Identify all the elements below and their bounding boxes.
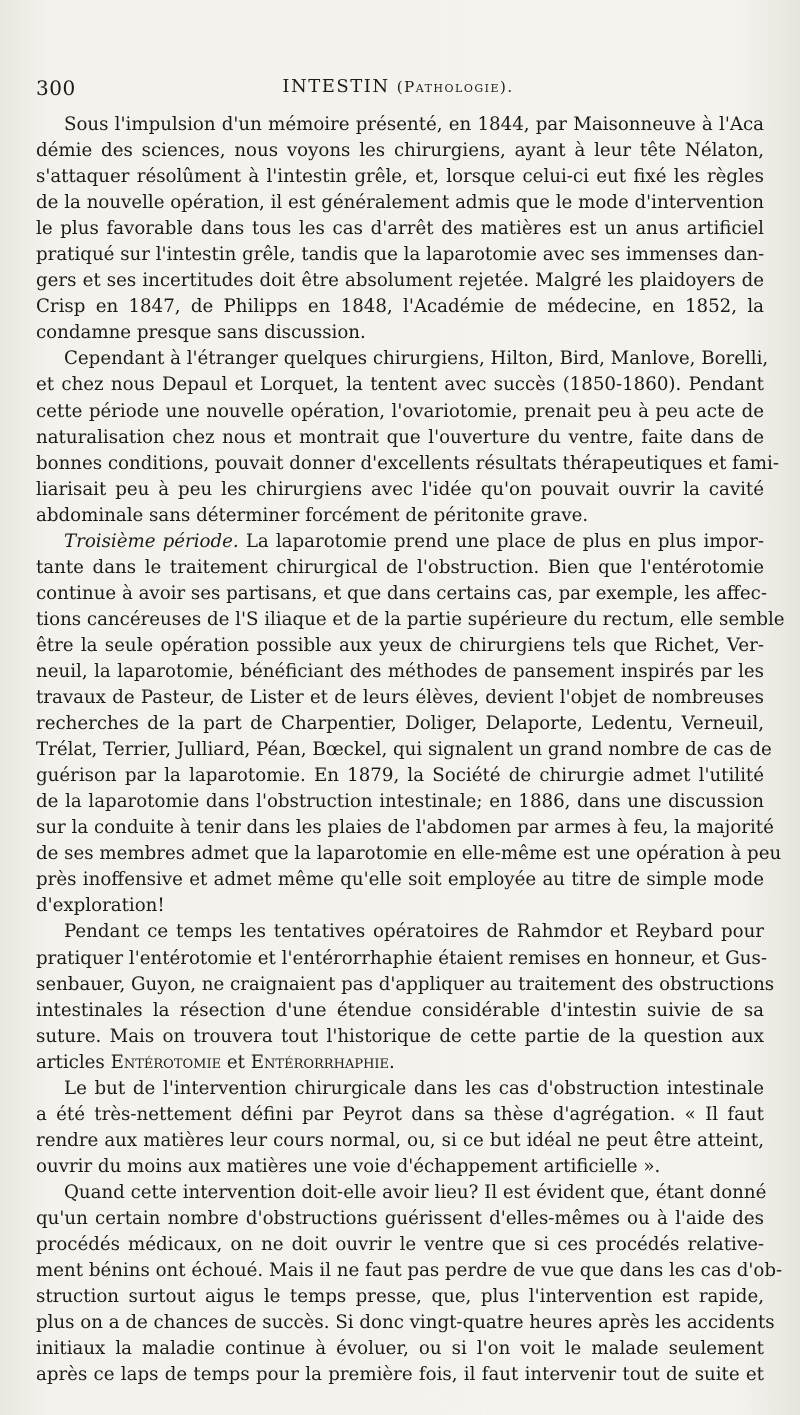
paragraph-2 <box>36 346 779 528</box>
text-line: intestinales la résection d'une étendue considérable d'intestin suivie de sa <box>36 999 764 1021</box>
paragraph-1 <box>36 112 764 346</box>
text-line: recherches de la part de Charpentier, Doliger, Delaporte, Ledentu, Verneuil, <box>36 713 764 735</box>
text-line: procédés médicaux, on ne doit ouvrir le ventre que si ces procédés relative- <box>36 1234 764 1256</box>
text-line: ouvrir du moins aux matières une voie d'échappement artificielle ». <box>36 1155 661 1177</box>
text-line: continue à avoir ses partisans, et que dans certains cas, par exemple, les affec- <box>36 582 767 604</box>
text-line: pratiquer l'entérotomie et l'entérorrhaphie étaient remises en honneur, et Gus- <box>36 947 767 969</box>
text-fragment: et <box>226 1051 245 1073</box>
text-line: Le but de l'intervention chirurgicale dans les cas d'obstruction intestinale <box>64 1077 764 1099</box>
text-line: neuil, la laparotomie, bénéficiant des méthodes de pansement inspirés par les <box>36 660 764 682</box>
text-line: initiaux la maladie continue à évoluer, ou si l'on voit le malade seulement <box>36 1338 764 1360</box>
paragraph-5 <box>36 1076 764 1180</box>
text-line: Trélat, Terrier, Julliard, Péan, Bœckel, qui signalent un grand nombre de cas de <box>36 739 772 761</box>
text-line: et chez nous Depaul et Lorquet, la tentent avec succès (1850-1860). Pendant <box>36 374 764 396</box>
paragraph-4 <box>36 919 775 1075</box>
page-number: 300 <box>36 76 76 100</box>
text-line: après ce laps de temps pour la première fois, il faut intervenir tout de suite et <box>36 1364 764 1386</box>
text-line: de la nouvelle opération, il est généralement admis que le mode d'intervention <box>36 192 764 214</box>
text-line: liarisait peu à peu les chirurgiens avec l'idée qu'on pouvait ouvrir la cavité <box>36 478 764 500</box>
running-title-sub: (Pathologie). <box>396 78 514 96</box>
section-heading-italic: Troisième période. <box>64 530 239 552</box>
text-line: condamne presque sans discussion. <box>36 322 366 344</box>
text-line: qu'un certain nombre d'obstructions guérissent d'elles-mêmes ou à l'aide des <box>36 1207 764 1229</box>
text-line: sur la conduite à tenir dans les plaies de l'abdomen par armes à feu, la majorité <box>36 817 774 839</box>
cross-reference-enterorrhaphie: Entérorrhaphie. <box>250 1051 395 1073</box>
text-line: senbauer, Guyon, ne craignaient pas d'appliquer au traitement des obstructions <box>36 973 775 995</box>
text-line: Quand cette intervention doit-elle avoir lieu? Il est évident que, étant donné <box>64 1181 767 1203</box>
text-line <box>36 529 764 555</box>
text-line: de la laparotomie dans l'obstruction intestinale; en 1886, dans une discussion <box>36 791 764 813</box>
text-line: Crisp en 1847, de Philipps en 1848, l'Académie de médecine, en 1852, la <box>36 296 764 318</box>
text-line: guérison par la laparotomie. En 1879, la Société de chirurgie admet l'utilité <box>36 765 764 787</box>
text-line: rendre aux matières leur cours normal, ou, si ce but idéal ne peut être atteint, <box>36 1129 764 1151</box>
text-line: Cependant à l'étranger quelques chirurgiens, Hilton, Bird, Manlove, Borelli, <box>64 348 769 370</box>
text-line: être la seule opération possible aux yeux de chirurgiens tels que Richet, Ver- <box>36 634 764 656</box>
text-line: travaux de Pasteur, de Lister et de leurs élèves, devient l'objet de nombreuses <box>36 687 764 709</box>
text-line <box>36 1050 764 1076</box>
text-line: naturalisation chez nous et montrait que l'ouverture du ventre, faite dans de <box>36 426 764 448</box>
text-line: démie des sciences, nous voyons les chirurgiens, ayant à leur tête Nélaton, <box>36 140 764 162</box>
text-fragment: articles <box>36 1051 105 1073</box>
text-line: Pendant ce temps les tentatives opératoires de Rahmdor et Reybard pour <box>64 921 764 943</box>
body-text <box>36 112 785 1388</box>
text-line: gers et ses incertitudes doit être absolument rejetée. Malgré les plaidoyers de <box>36 270 764 292</box>
text-line: bonnes conditions, pouvait donner d'excellents résultats thérapeutiques et fami- <box>36 452 779 474</box>
text-line: tions cancéreuses de l'S iliaque et de la partie supérieure du rectum, elle semble <box>36 608 785 630</box>
running-title-main: INTESTIN <box>282 76 390 97</box>
paragraph-3 <box>36 529 785 920</box>
text-line: struction surtout aigus le temps presse, que, plus l'intervention est rapide, <box>36 1286 764 1308</box>
text-line: cette période une nouvelle opération, l'ovariotomie, prenait peu à peu acte de <box>36 400 764 422</box>
running-title <box>36 76 760 97</box>
text-line: a été très-nettement défini par Peyrot dans sa thèse d'agrégation. « Il faut <box>36 1103 764 1125</box>
running-header <box>36 74 760 102</box>
text-line: tante dans le traitement chirurgical de l'obstruction. Bien que l'entérotomie <box>36 556 764 578</box>
text-line: s'attaquer résolûment à l'intestin grêle, et, lorsque celui-ci eut fixé les règles <box>36 166 764 188</box>
text-line: d'exploration! <box>36 895 165 917</box>
paragraph-6 <box>36 1180 783 1388</box>
text-line: pratiqué sur l'intestin grêle, tandis que la laparotomie avec ses immenses dan- <box>36 244 765 266</box>
text-line: de ses membres admet que la laparotomie en elle-même est une opération à peu <box>36 843 782 865</box>
cross-reference-enterotomie: Entérotomie <box>110 1051 222 1073</box>
text-line: le plus favorable dans tous les cas d'arrêt des matières est un anus artificiel <box>36 218 764 240</box>
text-line-rest: La laparotomie prend une place de plus en plus impor- <box>245 530 764 552</box>
text-line: abdominale sans déterminer forcément de péritonite grave. <box>36 504 589 526</box>
text-line: suture. Mais on trouvera tout l'historique de cette partie de la question aux <box>36 1025 764 1047</box>
text-line: Sous l'impulsion d'un mémoire présenté, en 1844, par Maisonneuve à l'Aca <box>64 114 764 135</box>
text-line: plus on a de chances de succès. Si donc vingt-quatre heures après les accidents <box>36 1312 775 1334</box>
text-line: ment bénins ont échoué. Mais il ne faut pas perdre de vue que dans les cas d'ob- <box>36 1260 783 1282</box>
text-line: près inoffensive et admet même qu'elle soit employée au titre de simple mode <box>36 869 764 891</box>
